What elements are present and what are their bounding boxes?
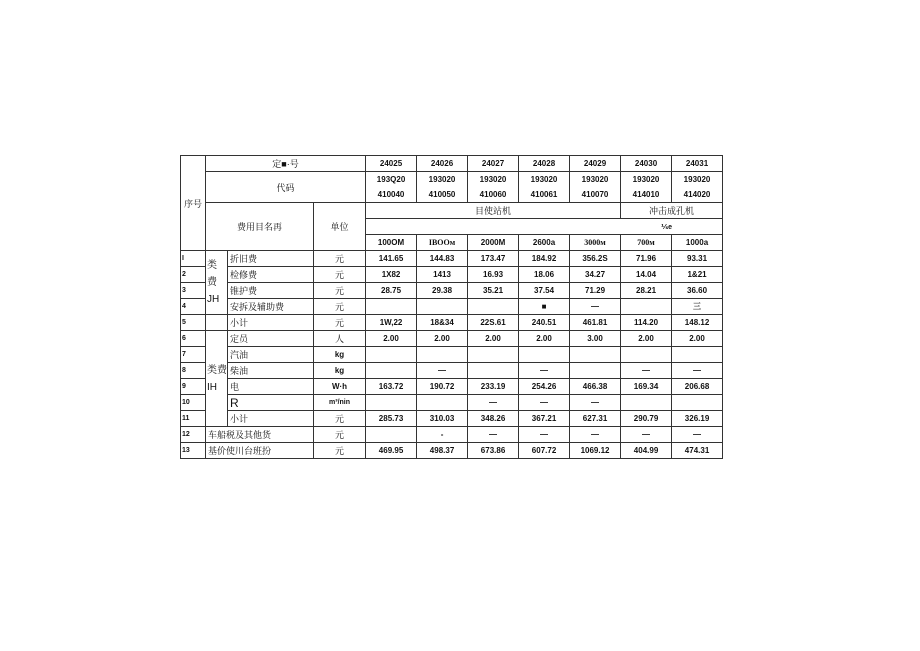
row-value: 37.54 — [519, 283, 570, 299]
row-unit: 人 — [314, 331, 366, 347]
row-value: 3.00 — [570, 331, 621, 347]
row-value: 144.83 — [417, 251, 468, 267]
header-row-group — [181, 203, 723, 219]
row-value: - — [417, 427, 468, 443]
model-cell: 24031 — [672, 156, 723, 172]
row-unit: 元 — [314, 315, 366, 331]
row-value: 18&34 — [417, 315, 468, 331]
row-value — [468, 347, 519, 363]
table-row — [181, 347, 723, 363]
code-cell-bottom: 410060 — [468, 187, 519, 203]
row-value: 285.73 — [366, 411, 417, 427]
row-value: 34.27 — [570, 267, 621, 283]
category-b-label — [206, 331, 228, 427]
code-cell-top: 193020 — [417, 172, 468, 188]
row-value — [366, 395, 417, 411]
row-value: 190.72 — [417, 379, 468, 395]
row-seq: 10 — [181, 395, 206, 411]
row-value: 71.96 — [621, 251, 672, 267]
table-row — [181, 267, 723, 283]
code-cell-bottom: 410070 — [570, 187, 621, 203]
capacity-cell: 1000a — [672, 235, 723, 251]
row-unit: 元 — [314, 427, 366, 443]
row-unit: kg — [314, 347, 366, 363]
row-value: 29.38 — [417, 283, 468, 299]
group-a-header: 目使站机 — [366, 203, 621, 219]
row-name: 折旧费 — [228, 251, 314, 267]
row-value: 163.72 — [366, 379, 417, 395]
row-value: 254.26 — [519, 379, 570, 395]
row-value: 184.92 — [519, 251, 570, 267]
row-value — [672, 347, 723, 363]
code-cell-bottom: 414020 — [672, 187, 723, 203]
row-value: — — [417, 363, 468, 379]
header-row-model — [181, 156, 723, 172]
capacity-cell: 2000M — [468, 235, 519, 251]
row-unit: kg — [314, 363, 366, 379]
category-a-char: JH — [207, 294, 220, 305]
category-a-label — [206, 251, 228, 315]
table-row — [181, 411, 723, 427]
row-value: 607.72 — [519, 443, 570, 459]
row-name: 定员 — [228, 331, 314, 347]
row-name: 锥护费 — [228, 283, 314, 299]
row-value — [366, 363, 417, 379]
row-value — [672, 395, 723, 411]
capacity-cell: 100OM — [366, 235, 417, 251]
row-name: 电 — [228, 379, 314, 395]
row-seq: I — [181, 251, 206, 267]
row-name: R — [228, 395, 314, 411]
code-cell-bottom: 410050 — [417, 187, 468, 203]
row-unit: W·h — [314, 379, 366, 395]
row-value: 2.00 — [468, 331, 519, 347]
row-value — [366, 299, 417, 315]
row-value: 35.21 — [468, 283, 519, 299]
capacity-cell: 2600a — [519, 235, 570, 251]
group-b-header: 冲击成孔机 — [621, 203, 723, 219]
table-row — [181, 299, 723, 315]
row-name: 柴油 — [228, 363, 314, 379]
row-value: — — [468, 395, 519, 411]
row-value: 三 — [672, 299, 723, 315]
model-label: 定■·号 — [206, 156, 366, 172]
row-value: — — [570, 427, 621, 443]
row-value: — — [570, 299, 621, 315]
code-cell-top: 193Q20 — [366, 172, 417, 188]
row-name: 小计 — [228, 411, 314, 427]
row-value: 1413 — [417, 267, 468, 283]
item-name-header: 费用目名再 — [206, 203, 314, 251]
table-row — [181, 427, 723, 443]
row-seq: 4 — [181, 299, 206, 315]
row-value: 16.93 — [468, 267, 519, 283]
row-value: 18.06 — [519, 267, 570, 283]
row-unit: 元 — [314, 283, 366, 299]
row-name: 安拆及辅助费 — [228, 299, 314, 315]
row-unit: 元 — [314, 267, 366, 283]
table-row — [181, 331, 723, 347]
model-cell: 24025 — [366, 156, 417, 172]
code-label: 代码 — [206, 172, 366, 203]
row-value: 2.00 — [672, 331, 723, 347]
row-value: 148.12 — [672, 315, 723, 331]
row-unit: 元 — [314, 411, 366, 427]
table-row — [181, 363, 723, 379]
row-value: 28.21 — [621, 283, 672, 299]
row-value: 28.75 — [366, 283, 417, 299]
code-cell-bottom: 410040 — [366, 187, 417, 203]
row-value — [366, 427, 417, 443]
row-seq: 9 — [181, 379, 206, 395]
row-seq: 6 — [181, 331, 206, 347]
row-value: 461.81 — [570, 315, 621, 331]
row-value: 290.79 — [621, 411, 672, 427]
row-value: 673.86 — [468, 443, 519, 459]
row-value: 348.26 — [468, 411, 519, 427]
table-row — [181, 379, 723, 395]
row-value: 356.2S — [570, 251, 621, 267]
row-value: 1X82 — [366, 267, 417, 283]
row-value: 627.31 — [570, 411, 621, 427]
code-cell-top: 193020 — [621, 172, 672, 188]
row-value — [621, 395, 672, 411]
code-cell-top: 193020 — [519, 172, 570, 188]
row-unit: 元 — [314, 443, 366, 459]
row-value: — — [672, 427, 723, 443]
row-value — [468, 299, 519, 315]
row-value: 474.31 — [672, 443, 723, 459]
row-seq: 5 — [181, 315, 206, 331]
row-value: — — [570, 395, 621, 411]
row-name: 车船税及其他货 — [206, 427, 314, 443]
table-row — [181, 395, 723, 411]
row-value: — — [519, 363, 570, 379]
row-value — [570, 363, 621, 379]
row-value — [519, 347, 570, 363]
row-name: 小计 — [228, 315, 314, 331]
row-value: 71.29 — [570, 283, 621, 299]
row-seq: 8 — [181, 363, 206, 379]
row-seq: 7 — [181, 347, 206, 363]
row-value — [468, 363, 519, 379]
row-value: 206.68 — [672, 379, 723, 395]
row-value: 36.60 — [672, 283, 723, 299]
row-value: 2.00 — [519, 331, 570, 347]
row-value — [366, 347, 417, 363]
row-value: 469.95 — [366, 443, 417, 459]
row-value: 1W,22 — [366, 315, 417, 331]
row-value: 233.19 — [468, 379, 519, 395]
model-cell: 24026 — [417, 156, 468, 172]
row-value: 404.99 — [621, 443, 672, 459]
row-value: 169.34 — [621, 379, 672, 395]
row-value: — — [672, 363, 723, 379]
category-a-char: 类 — [207, 260, 217, 271]
row-value: 367.21 — [519, 411, 570, 427]
row-value: 14.04 — [621, 267, 672, 283]
row-seq: 3 — [181, 283, 206, 299]
row-seq: 2 — [181, 267, 206, 283]
row-value: 2.00 — [417, 331, 468, 347]
row-value: 466.38 — [570, 379, 621, 395]
code-cell-bottom: 414010 — [621, 187, 672, 203]
seq-header: 序号 — [181, 156, 206, 251]
row-value: — — [621, 363, 672, 379]
row-value — [570, 347, 621, 363]
code-cell-bottom: 410061 — [519, 187, 570, 203]
row-value: — — [468, 427, 519, 443]
table-row — [181, 283, 723, 299]
row-value: 22S.61 — [468, 315, 519, 331]
row-unit: 元 — [314, 299, 366, 315]
row-value: ■ — [519, 299, 570, 315]
model-cell: 24029 — [570, 156, 621, 172]
row-value: 1069.12 — [570, 443, 621, 459]
row-value: 240.51 — [519, 315, 570, 331]
category-b-char: 类费 — [207, 364, 227, 376]
row-value — [621, 347, 672, 363]
model-cell: 24030 — [621, 156, 672, 172]
code-cell-top: 193020 — [468, 172, 519, 188]
row-unit: m³/nin — [314, 395, 366, 411]
row-value: 173.47 — [468, 251, 519, 267]
row-value: — — [519, 427, 570, 443]
category-a-char: 费 — [207, 277, 217, 288]
capacity-cell: IBOOм — [417, 235, 468, 251]
sub-unit-header: ⅟ₛe — [366, 219, 723, 235]
row-value — [417, 395, 468, 411]
row-name: 检修费 — [228, 267, 314, 283]
row-value — [417, 299, 468, 315]
row-seq: 12 — [181, 427, 206, 443]
row-value: 498.37 — [417, 443, 468, 459]
row-value — [621, 299, 672, 315]
row-value: 114.20 — [621, 315, 672, 331]
row-value: 326.19 — [672, 411, 723, 427]
row-seq: 13 — [181, 443, 206, 459]
code-cell-top: 193020 — [570, 172, 621, 188]
model-cell: 24027 — [468, 156, 519, 172]
row-unit: 元 — [314, 251, 366, 267]
row-seq: 11 — [181, 411, 206, 427]
capacity-cell: 700м — [621, 235, 672, 251]
row-value — [417, 347, 468, 363]
category-b-char: IH — [207, 381, 217, 393]
capacity-cell: 3000м — [570, 235, 621, 251]
category-spacer — [206, 315, 228, 331]
table-row — [181, 315, 723, 331]
header-row-code1 — [181, 172, 723, 188]
row-value: 2.00 — [366, 331, 417, 347]
code-cell-top: 193020 — [672, 172, 723, 188]
unit-header: 单位 — [314, 203, 366, 251]
row-value: 141.65 — [366, 251, 417, 267]
row-name: 基价使川台班扮 — [206, 443, 314, 459]
row-value: — — [621, 427, 672, 443]
row-value: 93.31 — [672, 251, 723, 267]
row-value: 2.00 — [621, 331, 672, 347]
row-name: 汽油 — [228, 347, 314, 363]
row-value: — — [519, 395, 570, 411]
model-cell: 24028 — [519, 156, 570, 172]
row-value: 1&21 — [672, 267, 723, 283]
cost-table — [180, 155, 723, 459]
table-row — [181, 251, 723, 267]
row-value: 310.03 — [417, 411, 468, 427]
table-row — [181, 443, 723, 459]
